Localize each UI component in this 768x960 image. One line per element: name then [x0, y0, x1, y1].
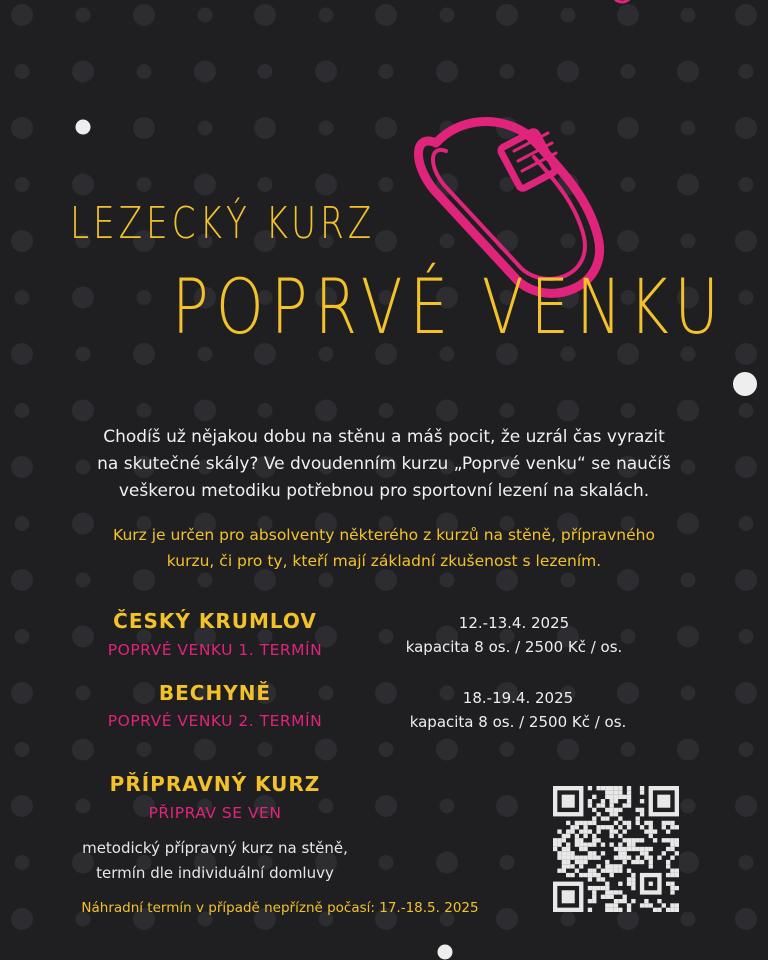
prep-course-description: [40, 836, 390, 886]
course-1-location: ČESKÝ KRUMLOV: [113, 609, 317, 633]
prep-course-subtitle: PŘIPRAV SE VEN: [148, 804, 282, 822]
prep-desc-line: termín dle individuální domluvy: [96, 864, 334, 882]
target-line: Kurz je určen pro absolventy některého z kurzů na stěně, přípravného: [113, 526, 655, 544]
intro-paragraph: [30, 424, 738, 505]
backup-date-note: Náhradní termín v případě nepřízně počasí: 17.-18.5. 2025: [81, 900, 479, 916]
title-line-1: LEZECKÝ KURZ: [70, 198, 376, 249]
target-audience-paragraph: [30, 522, 738, 574]
title-line-2: POPRVÉ VENKU: [172, 262, 727, 351]
intro-line: veškerou metodiku potřebnou pro sportovní lezení na skalách.: [118, 481, 650, 501]
course-1-subtitle: POPRVÉ VENKU 1. TERMÍN: [107, 641, 323, 659]
target-line: kurzu, či pro ty, kteří mají základní zkušenost s lezením.: [166, 552, 602, 570]
course-2-dates: 18.-19.4. 2025: [462, 689, 574, 707]
course-2-subtitle: POPRVÉ VENKU 2. TERMÍN: [107, 712, 323, 730]
course-1-info: [364, 611, 664, 659]
course-1-dates: 12.-13.4. 2025: [458, 614, 570, 632]
intro-line: Chodíš už nějakou dobu na stěnu a máš pocit, že uzrál čas vyrazit: [103, 427, 665, 447]
course-2-capacity: kapacita 8 os. / 2500 Kč / os.: [409, 713, 627, 731]
prep-course-title: PŘÍPRAVNÝ KURZ: [109, 772, 321, 796]
course-2-info: [368, 686, 668, 734]
course-1-capacity: kapacita 8 os. / 2500 Kč / os.: [405, 638, 623, 656]
course-2-location: BECHYNĚ: [158, 681, 272, 705]
prep-desc-line: metodický přípravný kurz na stěně,: [82, 839, 348, 857]
intro-line: na skutečné skály? Ve dvoudenním kurzu „Poprvé venku“ se naučíš: [97, 454, 671, 474]
qr-code[interactable]: [553, 786, 679, 912]
